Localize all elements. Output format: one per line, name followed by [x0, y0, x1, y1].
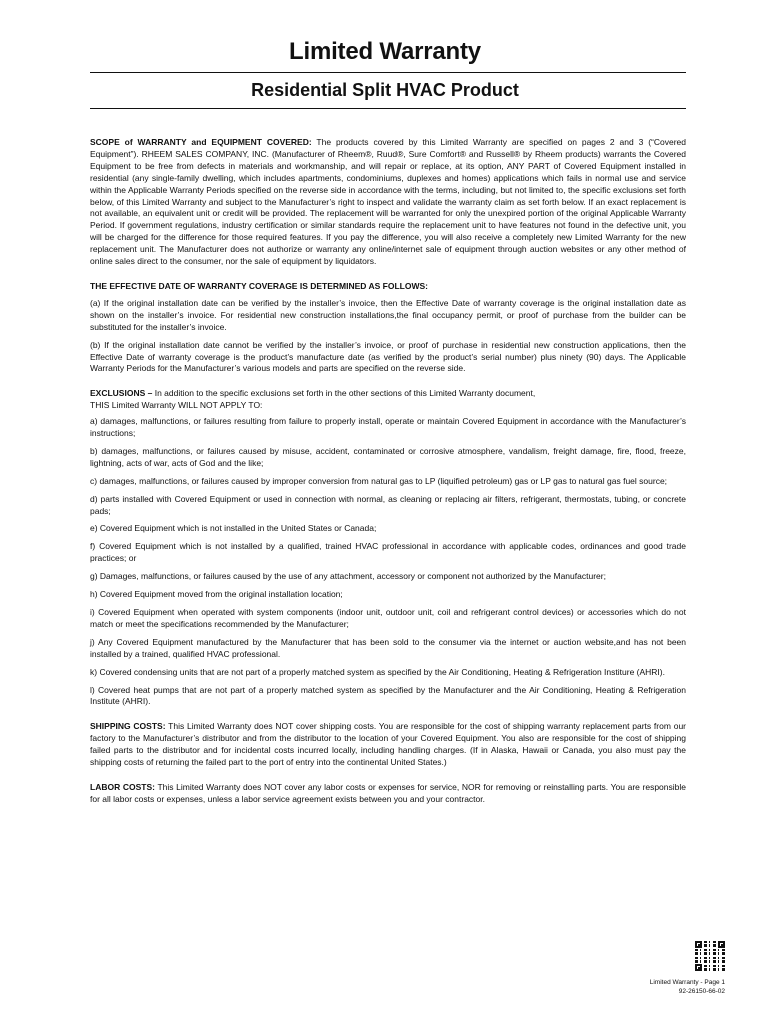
footer-doc-number: 92-26150-66-02 — [678, 988, 725, 995]
exclusion-item: g) Damages, malfunctions, or failures caused by the use of any attachment, accessory or component not authorized by the Manufacturer; — [90, 571, 606, 582]
exclusions-intro-text: In addition to the specific exclusions set forth in the other sections of this Limited Warranty document, — [152, 388, 536, 399]
exclusion-item: a) damages, malfunctions, or failures resulting from failure to properly install, operate or maintain Covered Equipment in accordance with the Manufacturer’s instructions; — [90, 416, 686, 439]
labor-lead: LABOR COSTS: — [90, 781, 155, 792]
qr-finder — [695, 964, 702, 971]
exclusion-item: h) Covered Equipment moved from the original installation location; — [90, 589, 343, 600]
title-divider — [90, 72, 686, 73]
subtitle-divider — [90, 108, 686, 109]
exclusion-item: f) Covered Equipment which is not installed by a qualified, trained HVAC professional in accordance with applicable codes, ordinances and good trade practices; or — [90, 541, 686, 564]
warranty-body — [90, 137, 686, 812]
exclusion-item: k) Covered condensing units that are not part of a properly matched system as specified by the Air Conditioning, Heating & Refrigeration Institure (AHRI). — [90, 666, 665, 677]
exclusions-intro-line2: THIS Limited Warranty WILL NOT APPLY TO: — [90, 400, 263, 411]
shipping-lead: SHIPPING COSTS: — [90, 721, 166, 732]
exclusions-intro — [90, 388, 686, 412]
exclusion-item: i) Covered Equipment when operated with system components (indoor unit, outdoor unit, coil and refrigerant control devices) or accessories which do not match or meet the specifications recommended by the Manufacturer; — [90, 607, 686, 629]
qr-finder — [695, 941, 702, 948]
page-footer — [650, 978, 725, 996]
shipping-text: This Limited Warranty does NOT cover shipping costs. You are responsible for the cost of shipping warranty replacement parts from our factory to the Manufacturer’s distributor and from the distributor to the location of your Covered Equipment. You also are responsible for the cost of shipping failed parts to the distributor and for incidental costs incurred locally, including handling charges. (If in Alaska, Hawaii or Canada, you also must pay the shipping costs of returning the failed part to the port of entry into the continental United States.) — [90, 721, 686, 768]
exclusion-item: l) Covered heat pumps that are not part of a properly matched system as specified by the Manufacturer and the Air Conditioning, Heating & Refrigeration Institute (AHRI). — [90, 684, 686, 707]
effective-date-heading: THE EFFECTIVE DATE OF WARRANTY COVERAGE IS DETERMINED AS FOLLOWS: — [90, 280, 428, 291]
labor-costs-paragraph — [90, 782, 686, 806]
qr-finder — [718, 941, 725, 948]
effective-date-b: (b) If the original installation date cannot be verified by the installer’s invoice, or proof of purchase in residential new construction applications, then the Effective Date of warranty coverage is the product’s manufacture date (as verified by the product’s serial number) plus ninety (90) days. The Applicable Warranty Periods for the Manufacturer’s various models and parts are specified on the reverse side. — [90, 339, 686, 374]
scope-text: The products covered by this Limited Warranty are specified on pages 2 and 3 (“Covered Equipment”). RHEEM SALES COMPANY, INC. (Manufacturer of Rheem®, Ruud®, Sure Comfort® and Russell® by Rheem products) warrants the Covered Equipment to be free from defects in materials and workmanship, and will repair or replace, at its option, ANY PART of Covered Equipment installed in residential (any single-family dwelling, which includes apartments, condominiums, duplexes and homes) applications which fails in normal use and service within the Applicable Warranty Periods specified on the reverse side in accordance with the terms, including, but not limited to, the specific exclusions set forth below, of this Limited Warranty and subject to the Manufacturer’s right to inspect and validate the warranty claim as set forth below. If an exact replacement is not available, an equivalent unit or credit will be provided. The replacement will be warranted for only the unexpired portion of the original Applicable Warranty Period. If government regulations, industry certification or similar standards require the replacement unit to have features not found in the defective unit, you will be charged for the difference for those required features. If you pay the difference, you will also receive a completely new Limited Warranty for the new replacement unit. The Manufacturer does not authorize or warranty any online/internet sale of equipment through auction websites or any other method of online sales direct to the consumer, nor the sale of equipment by liquidators. — [90, 137, 686, 267]
page-subtitle: Residential Split HVAC Product — [251, 80, 519, 100]
qr-code-finders — [695, 941, 725, 971]
scope-paragraph — [90, 137, 686, 268]
footer-page-label: Limited Warranty - Page 1 — [649, 979, 725, 986]
shipping-costs-paragraph — [90, 721, 686, 769]
exclusion-item: d) parts installed with Covered Equipment or used in connection with normal, as cleaning or replacing air filters, refrigerant, thermostats, tubing, or concrete pads; — [90, 493, 686, 516]
effective-date-a: (a) If the original installation date can be verified by the installer’s invoice, then the Effective Date of warranty coverage is the original installation date as shown on the installer’s invoice. For residential new construction installations,the final occupancy permit, or proof of purchase from the builder can be substituted for the installer’s invoice. — [90, 297, 686, 332]
exclusion-item: j) Any Covered Equipment manufactured by the Manufacturer that has been sold to the consumer via the internet or auction website,and has not been installed by a trained, qualified HVAC professional. — [90, 636, 686, 659]
labor-text: This Limited Warranty does NOT cover any labor costs or expenses for service, NOR for removing or reinstalling parts. You are responsible for all labor costs or expenses, unless a labor service agreement exists between you and your contractor. — [90, 781, 686, 804]
exclusion-item: c) damages, malfunctions, or failures caused by improper conversion from natural gas to LP (liquified petroleum) gas or LP gas to natural gas fuel source; — [90, 475, 668, 486]
exclusion-item: b) damages, malfunctions, or failures caused by misuse, accident, contaminated or corrosive atmosphere, vandalism, freight damage, fire, flood, freeze, lightning, acts of war, acts of God and the like; — [90, 445, 686, 468]
page-title: Limited Warranty — [289, 38, 481, 65]
exclusion-item: e) Covered Equipment which is not installed in the United States or Canada; — [90, 523, 377, 534]
exclusions-lead: EXCLUSIONS – — [90, 388, 153, 399]
scope-lead: SCOPE of WARRANTY and EQUIPMENT COVERED: — [90, 137, 312, 147]
